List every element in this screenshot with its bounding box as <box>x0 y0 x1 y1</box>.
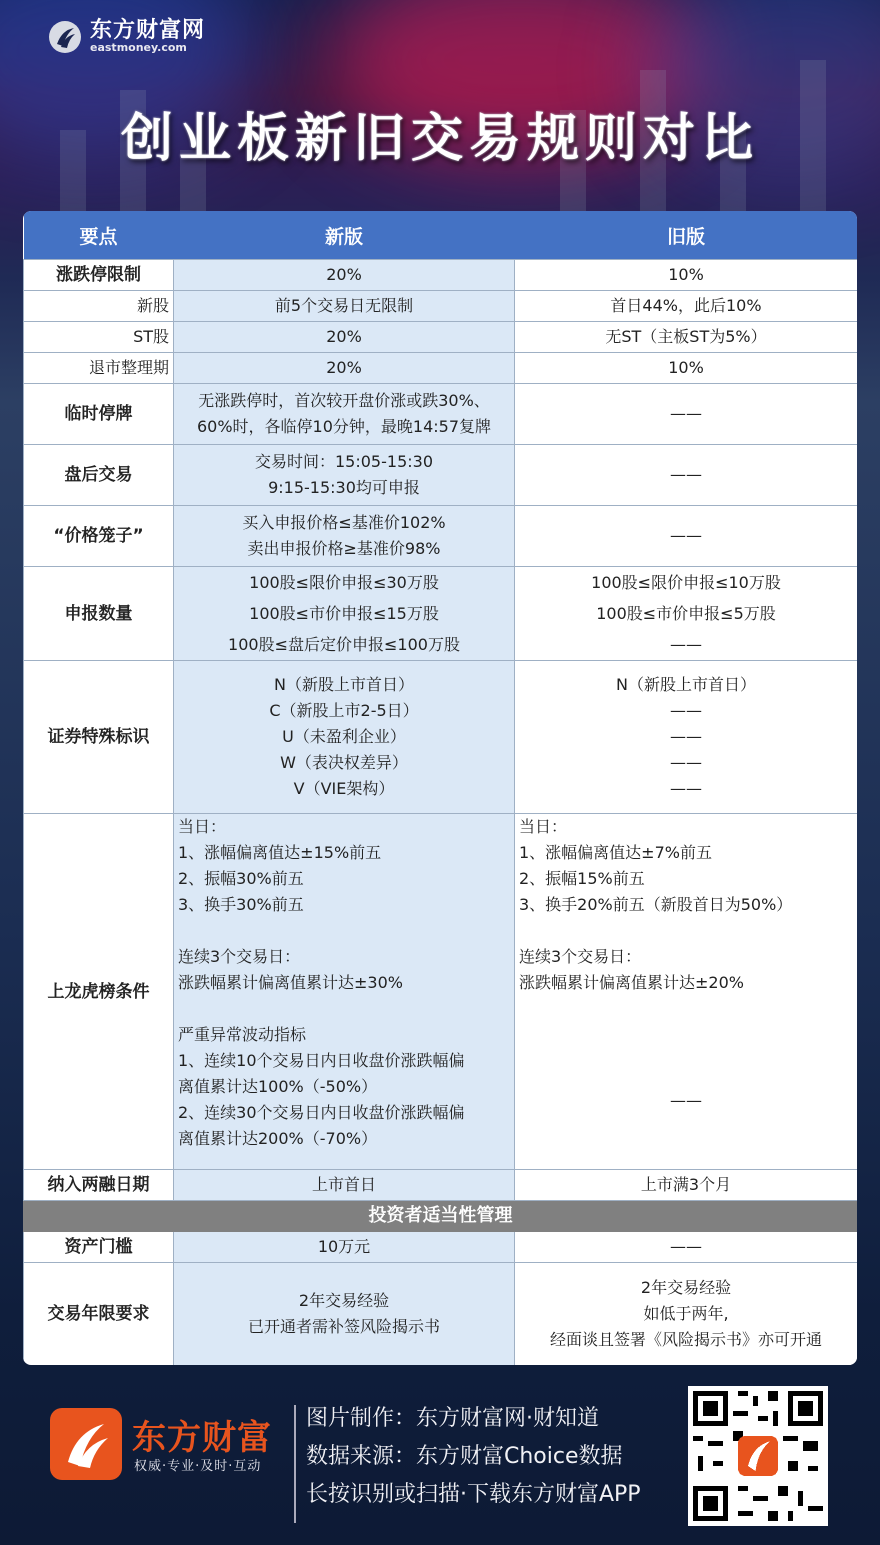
text-line <box>519 918 857 944</box>
page-title: 创业板新旧交易规则对比 <box>120 109 759 169</box>
header-key: 要点 <box>24 211 174 260</box>
old-value <box>515 1263 858 1366</box>
comparison-table <box>23 211 857 1365</box>
row-label: 盘后交易 <box>24 445 174 506</box>
text-line: 9:15-15:30均可申报 <box>268 478 420 497</box>
old-extra-dash: —— <box>670 1091 702 1110</box>
text-line: 2、振幅30%前五 <box>178 869 304 888</box>
footer <box>0 1370 880 1545</box>
text-line: U（未盈利企业） <box>282 727 406 746</box>
eastmoney-logo-icon <box>48 20 82 54</box>
table-row <box>24 506 858 567</box>
old-value <box>515 814 858 1170</box>
text-line <box>178 918 514 944</box>
section-row <box>24 1201 858 1232</box>
text-line: 100股≤市价申报≤15万股 <box>249 604 439 623</box>
text-line: —— <box>670 779 702 798</box>
footer-line: 数据来源：东方财富Choice数据 <box>306 1444 623 1469</box>
text-line: 连续3个交易日： <box>519 947 642 966</box>
row-label: 纳入两融日期 <box>24 1170 174 1201</box>
table-row <box>24 1170 858 1201</box>
old-value: —— <box>515 506 858 567</box>
table-row <box>24 322 858 353</box>
footer-line: 图片制作：东方财富网·财知道 <box>306 1406 599 1431</box>
new-value <box>174 814 515 1170</box>
text-line: 卖出申报价格≥基准价98% <box>247 539 441 558</box>
text-line: 经面谈且签署《风险揭示书》亦可开通 <box>549 1330 822 1349</box>
text-line: 离值累计达200%（-70%） <box>178 1129 378 1148</box>
text-line: 100股≤限价申报≤10万股 <box>591 573 781 592</box>
text-line: 3、换手30%前五 <box>178 895 304 914</box>
text-line: 买入申报价格≤基准价102% <box>242 513 446 532</box>
new-value <box>174 1263 515 1366</box>
text-line: —— <box>670 753 702 772</box>
comparison-card <box>23 211 857 1365</box>
row-label: 涨跌停限制 <box>24 260 174 291</box>
table-row <box>24 814 858 1170</box>
text-line: 严重异常波动指标 <box>178 1025 307 1044</box>
text-line: 连续3个交易日： <box>178 947 301 966</box>
new-value <box>174 661 515 814</box>
lhb-old-lines <box>519 814 857 996</box>
old-value: 10% <box>515 260 858 291</box>
new-value: 前5个交易日无限制 <box>174 291 515 322</box>
row-label: 申报数量 <box>24 567 174 661</box>
footer-brand: 东方财富 <box>132 1418 272 1458</box>
text-line: 当日： <box>178 817 227 836</box>
text-line: 1、连续10个交易日内日收盘价涨跌幅偏 <box>178 1051 465 1070</box>
text-line: 如低于两年, <box>643 1304 729 1323</box>
row-sublabel: ST股 <box>24 322 174 353</box>
text-line: W（表决权差异） <box>280 753 408 772</box>
text-line: 交易时间：15:05-15:30 <box>255 452 433 471</box>
row-label: 上龙虎榜条件 <box>24 814 174 1170</box>
old-value: 上市满3个月 <box>515 1170 858 1201</box>
footer-info <box>306 1400 641 1514</box>
text-line: N（新股上市首日） <box>616 675 756 694</box>
table-row <box>24 567 858 661</box>
table-row <box>24 353 858 384</box>
text-line: 1、涨幅偏离值达±7%前五 <box>519 843 712 862</box>
brand-name: 东方财富网 <box>90 18 206 43</box>
footer-divider <box>294 1405 296 1523</box>
text-line: —— <box>670 727 702 746</box>
lhb-new-lines <box>178 814 514 1152</box>
text-line: 60%时，各临停10分钟，最晚14:57复牌 <box>196 417 492 436</box>
row-sublabel: 新股 <box>24 291 174 322</box>
row-label: “价格笼子” <box>24 506 174 567</box>
table-row <box>24 661 858 814</box>
new-value: 10万元 <box>174 1232 515 1263</box>
row-label: 证券特殊标识 <box>24 661 174 814</box>
text-line: 100股≤盘后定价申报≤100万股 <box>228 635 460 654</box>
table-row <box>24 1263 858 1366</box>
row-sublabel: 退市整理期 <box>24 353 174 384</box>
text-line: 无涨跌停时，首次较开盘价涨或跌30%、 <box>198 391 490 410</box>
text-line: 2年交易经验 <box>298 1291 390 1310</box>
new-value: 20% <box>174 322 515 353</box>
text-line: 涨跌幅累计偏离值累计达±20% <box>519 973 744 992</box>
text-line: —— <box>670 635 702 654</box>
text-line: 1、涨幅偏离值达±15%前五 <box>178 843 382 862</box>
text-line: V（VIE架构） <box>293 779 395 798</box>
text-line: —— <box>670 701 702 720</box>
text-line: 已开通者需补签风险揭示书 <box>247 1317 440 1336</box>
old-value: —— <box>515 384 858 445</box>
new-value <box>174 384 515 445</box>
old-value: 无ST（主板ST为5%） <box>515 322 858 353</box>
table-row <box>24 1232 858 1263</box>
text-line: 涨跌幅累计偏离值累计达±30% <box>178 973 403 992</box>
new-value <box>174 567 515 661</box>
old-value <box>515 567 858 661</box>
text-line: 当日： <box>519 817 568 836</box>
table-header-row <box>24 211 858 260</box>
row-label: 临时停牌 <box>24 384 174 445</box>
table-row <box>24 291 858 322</box>
footer-line: 长按识别或扫描·下载东方财富APP <box>306 1482 641 1507</box>
row-label: 交易年限要求 <box>24 1263 174 1366</box>
text-line: 2、连续30个交易日内日收盘价涨跌幅偏 <box>178 1103 465 1122</box>
old-value: —— <box>515 445 858 506</box>
eastmoney-app-logo-icon <box>50 1408 122 1480</box>
new-value: 上市首日 <box>174 1170 515 1201</box>
text-line: 2年交易经验 <box>640 1278 732 1297</box>
text-line: 100股≤限价申报≤30万股 <box>249 573 439 592</box>
table-row <box>24 260 858 291</box>
text-line: C（新股上市2-5日） <box>269 701 419 720</box>
header-old: 旧版 <box>515 211 858 260</box>
text-line: N（新股上市首日） <box>274 675 414 694</box>
footer-slogan: 权威·专业·及时·互动 <box>134 1459 262 1474</box>
table-row <box>24 445 858 506</box>
table-row <box>24 384 858 445</box>
new-value <box>174 506 515 567</box>
old-value <box>515 661 858 814</box>
text-line <box>178 996 514 1022</box>
section-title: 投资者适当性管理 <box>24 1201 858 1232</box>
old-value: —— <box>515 1232 858 1263</box>
text-line: 100股≤市价申报≤5万股 <box>596 604 776 623</box>
old-value: 首日44%，此后10% <box>515 291 858 322</box>
qr-code[interactable] <box>688 1386 828 1526</box>
new-value <box>174 445 515 506</box>
brand-domain: eastmoney.com <box>90 41 187 54</box>
row-label: 资产门槛 <box>24 1232 174 1263</box>
header-logo <box>48 20 205 54</box>
header-new: 新版 <box>174 211 515 260</box>
text-line: 离值累计达100%（-50%） <box>178 1077 378 1096</box>
text-line: 2、振幅15%前五 <box>519 869 645 888</box>
text-line: 3、换手20%前五（新股首日为50%） <box>519 895 793 914</box>
new-value: 20% <box>174 353 515 384</box>
old-value: 10% <box>515 353 858 384</box>
new-value: 20% <box>174 260 515 291</box>
